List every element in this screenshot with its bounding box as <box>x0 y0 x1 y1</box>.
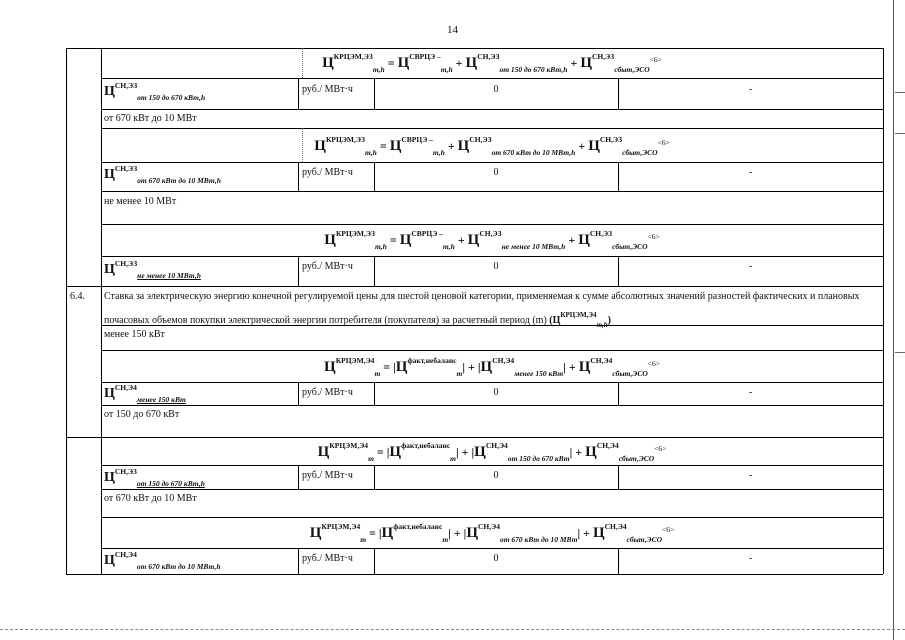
unit-label: руб./ МВт·ч <box>302 387 353 398</box>
symbol-sn4-lt-150: $Ц^{СН,Э4}_{менее 150 кВт}$ <box>104 383 186 404</box>
row-line <box>101 162 883 163</box>
table-border <box>66 48 883 49</box>
row-line <box>101 548 883 549</box>
value-cell: 0 <box>493 261 499 272</box>
unit-label: руб./ МВт·ч <box>302 84 353 95</box>
value-cell: - <box>748 261 753 272</box>
row-line <box>101 78 883 79</box>
range-label: менее 150 кВт <box>104 329 165 340</box>
formula-krcem-3-670-10: $Ц^{КРЦЭМ,ЭЗ}_{m,h} = Ц^{СВРЦЭ -}_{m,h} + Ц^{СН,ЭЗ}_{от 670 кВт до 10 МВт,h} + Ц^{СН,ЭЗ}_{сбыт,ЭСО}^{<6>}$ <box>314 135 670 157</box>
page-number: 14 <box>447 24 458 36</box>
row-line <box>101 489 883 490</box>
range-label: от 670 кВт до 10 МВт <box>104 113 197 124</box>
symbol-sn3-670-10: $Ц^{СН,ЭЗ}_{от 670 кВт до 10 МВт,h}$ <box>104 164 221 185</box>
row-line <box>101 109 883 110</box>
symbol-sn3-min-10: $Ц^{СН,ЭЗ}_{не менее 10 МВт,h}$ <box>104 259 201 280</box>
value-cell: 0 <box>493 167 499 178</box>
formula-krcem-3-150-670: $Ц^{КРЦЭМ,ЭЗ}_{m,h} = Ц^{СВРЦЭ -}_{m,h} + Ц^{СН,ЭЗ}_{от 150 до 670 кВт,h} + Ц^{СН,ЭЗ}_{сбыт,ЭСО}^{<6>}$ <box>322 52 662 74</box>
value-cell: - <box>748 167 753 178</box>
range-label: не менее 10 МВт <box>104 196 177 207</box>
symbol-sn4-670-10: $Ц^{СН,Э4}_{от 670 кВт до 10 МВт,h}$ <box>104 550 221 571</box>
formula-krcem-3-min-10: $Ц^{КРЦЭМ,ЭЗ}_{m,h} = Ц^{СВРЦЭ -}_{m,h} + Ц^{СН,ЭЗ}_{не менее 10 МВт,h} + Ц^{СН,ЭЗ}_{сбыт,ЭСО}^{<6>}$ <box>324 229 660 251</box>
value-cell: 0 <box>493 84 499 95</box>
row-line <box>101 517 883 518</box>
page-edge-right <box>893 0 894 640</box>
value-cell: - <box>748 84 753 95</box>
row-line <box>101 128 883 129</box>
row-line <box>101 350 883 351</box>
col-line <box>298 78 299 109</box>
edge-tick <box>895 92 905 93</box>
range-label: от 150 до 670 кВт <box>104 409 180 420</box>
symbol-sn3-150-670: $Ц^{СН,ЭЗ}_{от 150 до 670 кВт,h}$ <box>104 81 206 102</box>
table-border <box>883 48 884 574</box>
range-label: от 670 кВт до 10 МВт <box>104 493 197 504</box>
value-cell: 0 <box>493 553 499 564</box>
unit-label: руб./ МВт·ч <box>302 261 353 272</box>
symbol-sn3-150-670-b: $Ц^{СН,Э3}_{от 150 до 670 кВт,h}$ <box>104 467 205 488</box>
page-edge-bottom <box>0 629 905 630</box>
table-border <box>66 48 67 574</box>
row-line <box>101 405 883 406</box>
formula-krcem-4-150-670: $Ц^{КРЦЭМ,Э4}_m = |Ц^{факт,небаланс}_m| + |Ц^{СН,Э4}_{от 150 до 670 кВт}| + Ц^{СН,Э4}_{сбыт,ЭСО}^{<6>}$ <box>317 441 667 463</box>
row-line <box>101 465 883 466</box>
row-line <box>101 256 883 257</box>
col-line <box>298 162 299 191</box>
edge-tick <box>895 352 905 353</box>
value-cell: 0 <box>493 387 499 398</box>
value-cell: - <box>748 387 753 398</box>
value-cell: 0 <box>493 470 499 481</box>
value-cell: - <box>748 470 753 481</box>
row-line <box>101 191 883 192</box>
col-line <box>298 548 299 574</box>
section-number: 6.4. <box>70 291 85 302</box>
formula-krcem-4-lt-150: $Ц^{КРЦЭМ,Э4}_m = |Ц^{факт,небаланс}_m| + |Ц^{СН,Э4}_{менее 150 кВт}| + Ц^{СН,Э4}_{сбыт,ЭСО}^{<6>}$ <box>324 356 660 378</box>
row-line <box>101 382 883 383</box>
row-line <box>101 437 883 438</box>
col-line <box>298 382 299 405</box>
value-cell: - <box>748 553 753 564</box>
unit-label: руб./ МВт·ч <box>302 470 353 481</box>
section-description: Ставка за электрическую энергию конечной регулируемой цены для шестой ценовой категории, применяемая к сумме абсолютных значений разностей фактических и плановых почасовых объемов покупки электрической энергии потребителя (покупателя) за расчетный период (m) $(Ц^{КРЦЭМ,Э4}_{m,h})$ <box>104 291 860 329</box>
col-line <box>298 256 299 286</box>
edge-tick <box>895 133 905 134</box>
table-border <box>101 48 102 574</box>
row-line <box>101 224 883 225</box>
col-line <box>298 465 299 489</box>
table-border <box>66 574 883 575</box>
unit-label: руб./ МВт·ч <box>302 553 353 564</box>
table-border <box>66 437 101 438</box>
formula-krcem-4-670-10: $Ц^{КРЦЭМ,Э4}_m = |Ц^{факт,небаланс}_m| + |Ц^{СН,Э4}_{от 670 кВт до 10 МВт}| + Ц^{СН,Э4}_{сбыт,ЭСО}^{<6>}$ <box>309 522 675 544</box>
unit-label: руб./ МВт·ч <box>302 167 353 178</box>
